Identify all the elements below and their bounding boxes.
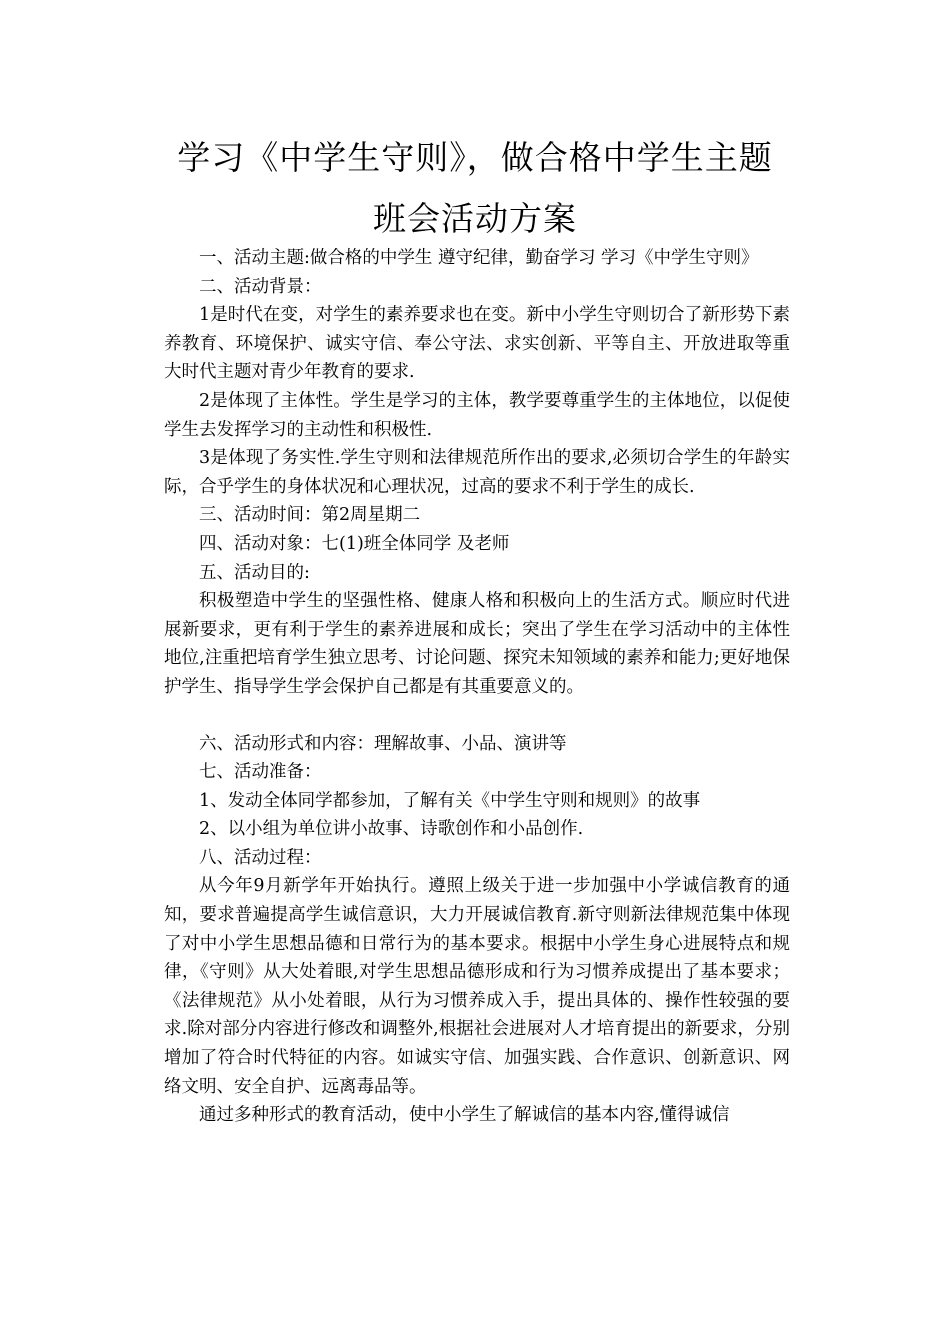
paragraph-process-heading: 八、活动过程：: [199, 847, 322, 868]
paragraph-preparation-heading: 七、活动准备：: [199, 762, 322, 783]
paragraph-preparation-2: 2、以小组为单位讲小故事、诗歌创作和小品创作.: [199, 819, 584, 840]
paragraph-process-2: 通过多种形式的教育活动，使中小学生了解诚信的基本内容,懂得诚信: [199, 1105, 730, 1126]
paragraph-participants: 四、活动对象：七(1)班全体同学 及老师: [199, 533, 510, 554]
paragraph-purpose: 积极塑造中学生的坚强性格、健康人格和积极向上的生活方式。顺应时代进展新要求，更有利于学生的素养进展和成长；突出了学生在学习活动中的主体性地位,注重把培育学生独立思考、讨论问题、探究未知领域的素养和能力;更好地保护学生、指导学生学会保护自己都是有其重要意义的。: [164, 591, 790, 697]
paragraph-theme: 一、活动主题:做合格的中学生 遵守纪律，勤奋学习 学习《中学生守则》: [199, 248, 759, 268]
paragraph-background-1: 1是时代在变，对学生的素养要求也在变。新中小学生守则切合了新形势下素养教育、环境保护、诚实守信、奉公守法、求实创新、平等自主、开放进取等重大时代主题对青少年教育的要求.: [164, 305, 790, 383]
paragraph-time: 三、活动时间：第2周星期二: [199, 505, 421, 526]
paragraph-background-2: 2是体现了主体性。学生是学习的主体，教学要尊重学生的主体地位，以促使学生去发挥学习的主动性和积极性.: [164, 390, 790, 440]
document-title-line-2: 班会活动方案: [373, 199, 577, 238]
paragraph-background-3: 3是体现了务实性.学生守则和法律规范所作出的要求,必须切合学生的年龄实际，合乎学生的身体状况和心理状况，过高的要求不利于学生的成长.: [164, 448, 790, 497]
paragraph-process-1: 从今年9月新学年开始执行。遵照上级关于进一步加强中小学诚信教育的通知，要求普遍提高学生诚信意识，大力开展诚信教育.新守则新法律规范集中体现了对中小学生思想品德和日常行为的基本要求。根据中小学生身心进展特点和规律，《守则》从大处着眼,对学生思想品德形成和行为习惯养成提出了基本要求；《法律规范》从小处着眼，从行为习惯养成入手，提出具体的、操作性较强的要求.除对部分内容进行修改和调整外,根据社会进展对人才培育提出的新要求，分别增加了符合时代特征的内容。如诚实守信、加强实践、合作意识、创新意识、网络文明、安全自护、远离毒品等。: [164, 876, 790, 1097]
paragraph-form: 六、活动形式和内容：理解故事、小品、演讲等: [199, 733, 567, 754]
paragraph-purpose-heading: 五、活动目的:: [199, 562, 310, 583]
paragraph-background-heading: 二、活动背景：: [199, 276, 322, 297]
document-body: [164, 244, 790, 1130]
document-title-line-1: 学习《中学生守则》，做合格中学生主题: [177, 138, 773, 177]
paragraph-preparation-1: 1、发动全体同学都参加，了解有关《中学生守则和规则》的故事: [199, 790, 701, 811]
